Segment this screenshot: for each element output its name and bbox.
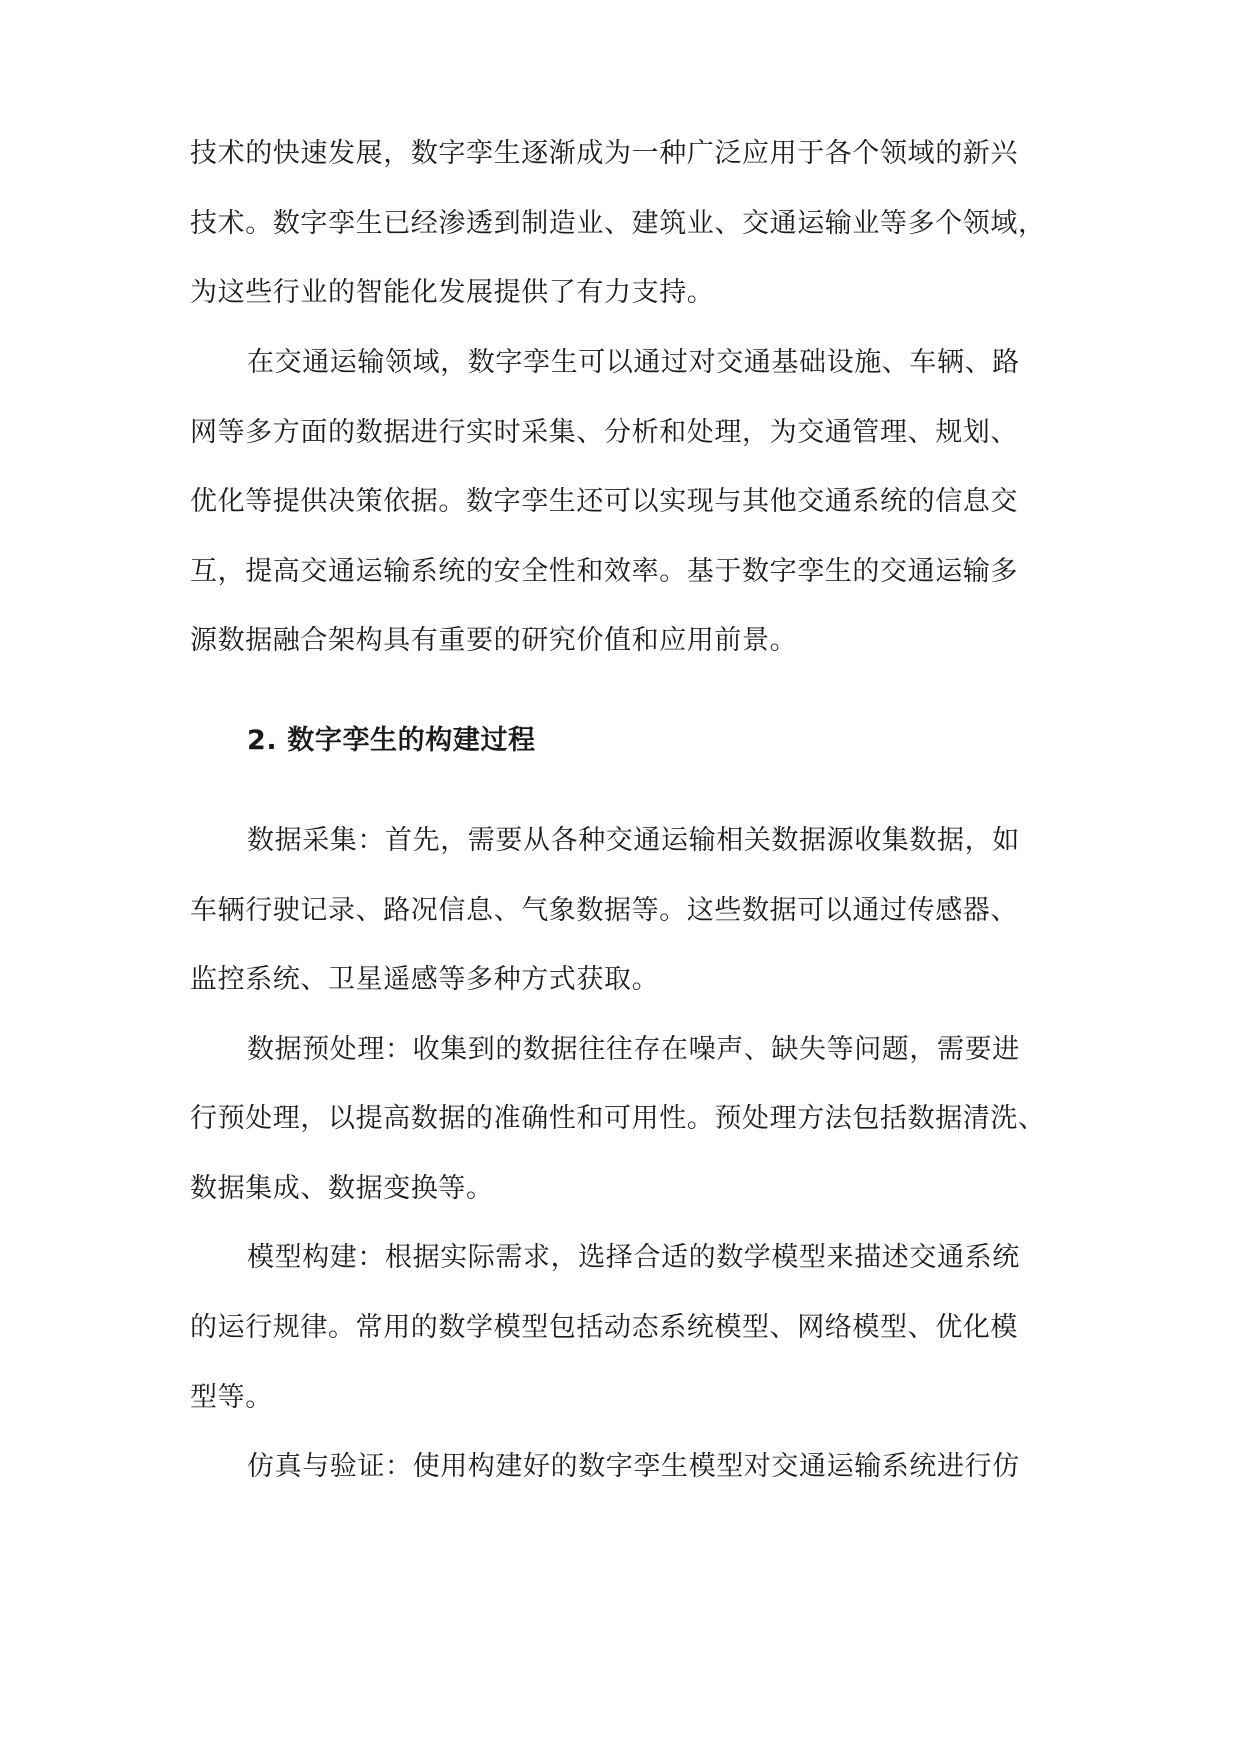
- paragraph-line: 在交通运输领域，数字孪生可以通过对交通基础设施、车辆、路: [247, 347, 1020, 378]
- paragraph-line: 技术。数字孪生已经渗透到制造业、建筑业、交通运输业等多个领域，: [190, 208, 1046, 239]
- paragraph-line: 互，提高交通运输系统的安全性和效率。基于数字孪生的交通运输多: [190, 556, 1018, 587]
- paragraph-line: 网等多方面的数据进行实时采集、分析和处理，为交通管理、规划、: [190, 417, 1018, 448]
- section-heading: 2. 数字孪生的构建过程: [247, 725, 536, 756]
- paragraph-line: 数据预处理：收集到的数据往往存在噪声、缺失等问题，需要进: [247, 1034, 1020, 1065]
- paragraph-line: 型等。: [190, 1382, 273, 1413]
- paragraph-line: 为这些行业的智能化发展提供了有力支持。: [190, 277, 715, 308]
- paragraph-line: 数据采集：首先，需要从各种交通运输相关数据源收集数据，如: [247, 825, 1020, 856]
- paragraph-line: 优化等提供决策依据。数字孪生还可以实现与其他交通系统的信息交: [190, 486, 1018, 517]
- paragraph-line: 技术的快速发展，数字孪生逐渐成为一种广泛应用于各个领域的新兴: [190, 138, 1018, 169]
- paragraph-line: 仿真与验证：使用构建好的数字孪生模型对交通运输系统进行仿: [247, 1451, 1020, 1482]
- paragraph-line: 车辆行驶记录、路况信息、气象数据等。这些数据可以通过传感器、: [190, 895, 1018, 926]
- paragraph-line: 数据集成、数据变换等。: [190, 1173, 494, 1204]
- paragraph-line: 源数据融合架构具有重要的研究价值和应用前景。: [190, 625, 798, 656]
- paragraph-line: 的运行规律。常用的数学模型包括动态系统模型、网络模型、优化模: [190, 1312, 1018, 1343]
- paragraph-line: 行预处理，以提高数据的准确性和可用性。预处理方法包括数据清洗、: [190, 1103, 1046, 1134]
- paragraph-line: 模型构建：根据实际需求，选择合适的数学模型来描述交通系统: [247, 1242, 1020, 1273]
- paragraph-line: 监控系统、卫星遥感等多种方式获取。: [190, 964, 660, 995]
